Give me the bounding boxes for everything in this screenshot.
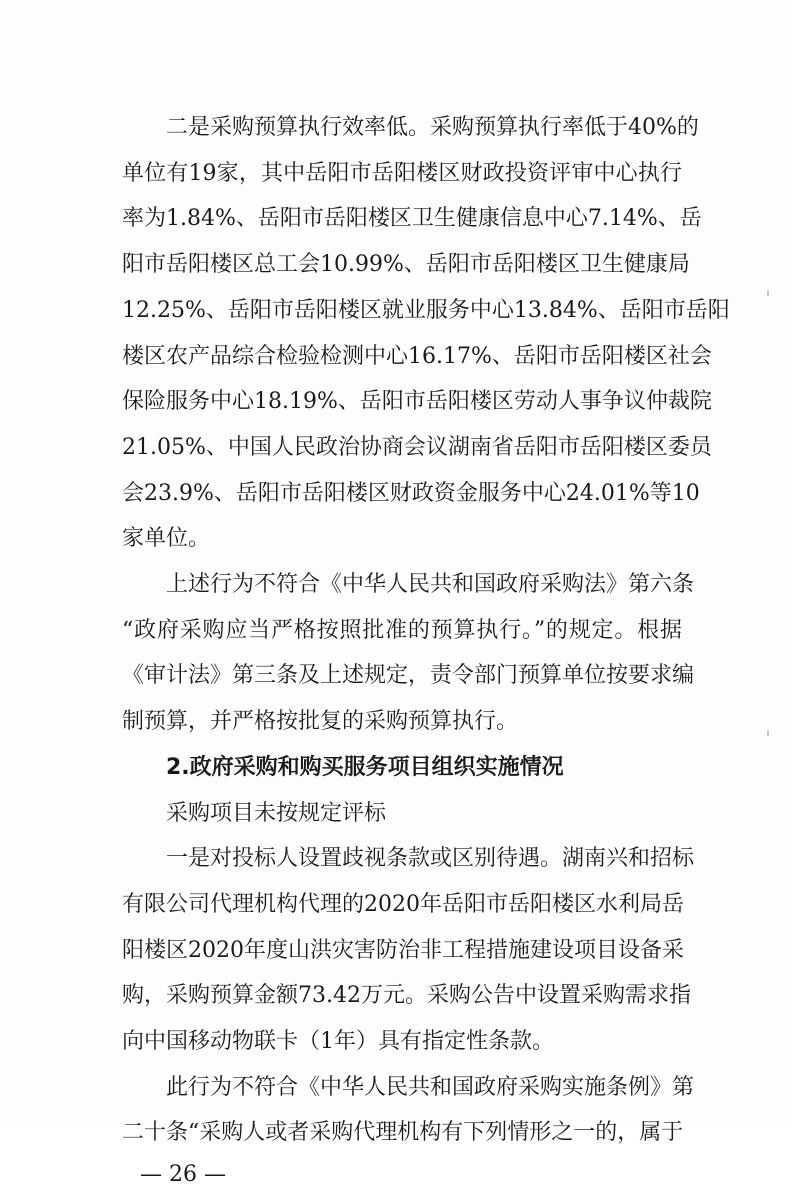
paragraph-line: 家单位。 xyxy=(122,526,211,552)
paragraph-line: 二是采购预算执行效率低。采购预算执行率低于40%的 xyxy=(166,115,699,140)
paragraph-line: 阳市岳阳楼区总工会10.99%、岳阳市岳阳楼区卫生健康局 xyxy=(122,252,690,278)
paragraph-line: 12.25%、岳阳市岳阳楼区就业服务中心13.84%、岳阳市岳阳 xyxy=(122,297,730,323)
paragraph-line: 有限公司代理机构代理的2020年岳阳市岳阳楼区水利局岳 xyxy=(122,891,684,917)
paragraph-line: 《审计法》第三条及上述规定，责令部门预算单位按要求编 xyxy=(122,663,695,689)
paragraph-line: 制预算，并严格按批复的采购预算执行。 xyxy=(122,709,519,735)
paragraph-line: 单位有19家，其中岳阳市岳阳楼区财政投资评审中心执行 xyxy=(122,160,682,186)
scan-mark xyxy=(767,290,769,296)
paragraph-line: 楼区农产品综合检验检测中心16.17%、岳阳市岳阳楼区社会 xyxy=(122,343,712,369)
paragraph-line: 阳楼区2020年度山洪灾害防治非工程措施建设项目设备采 xyxy=(122,937,684,963)
paragraph-line: 向中国移动物联卡（1年）具有指定性条款。 xyxy=(122,1029,554,1054)
subsection-heading: 采购项目未按规定评标 xyxy=(166,800,387,826)
paragraph-line: “政府采购应当严格按照批准的预算执行。”的规定。根据 xyxy=(122,617,682,643)
paragraph-line: 此行为不符合《中华人民共和国政府采购实施条例》第 xyxy=(166,1074,695,1100)
paragraph-line: 保险服务中心18.19%、岳阳市岳阳楼区劳动人事争议仲裁院 xyxy=(122,389,712,415)
paragraph-line: 会23.9%、岳阳市岳阳楼区财政资金服务中心24.01%等10 xyxy=(122,480,700,506)
paragraph-line: 购，采购预算金额73.42万元。采购公告中设置采购需求指 xyxy=(122,983,691,1009)
page-number: — 26 — xyxy=(140,1162,226,1188)
paragraph-line: 一是对投标人设置歧视条款或区别待遇。湖南兴和招标 xyxy=(166,846,695,872)
paragraph-line: 上述行为不符合《中华人民共和国政府采购法》第六条 xyxy=(166,572,695,597)
section-heading: 2.政府采购和购买服务项目组织实施情况 xyxy=(166,754,564,780)
paragraph-line: 21.05%、中国人民政治协商会议湖南省岳阳市岳阳楼区委员 xyxy=(122,434,712,460)
paragraph-line: 二十条“采购人或者采购代理机构有下列情形之一的，属于 xyxy=(122,1120,684,1146)
scan-mark xyxy=(767,730,769,736)
paragraph-line: 率为1.84%、岳阳市岳阳楼区卫生健康信息中心7.14%、岳 xyxy=(122,206,702,232)
